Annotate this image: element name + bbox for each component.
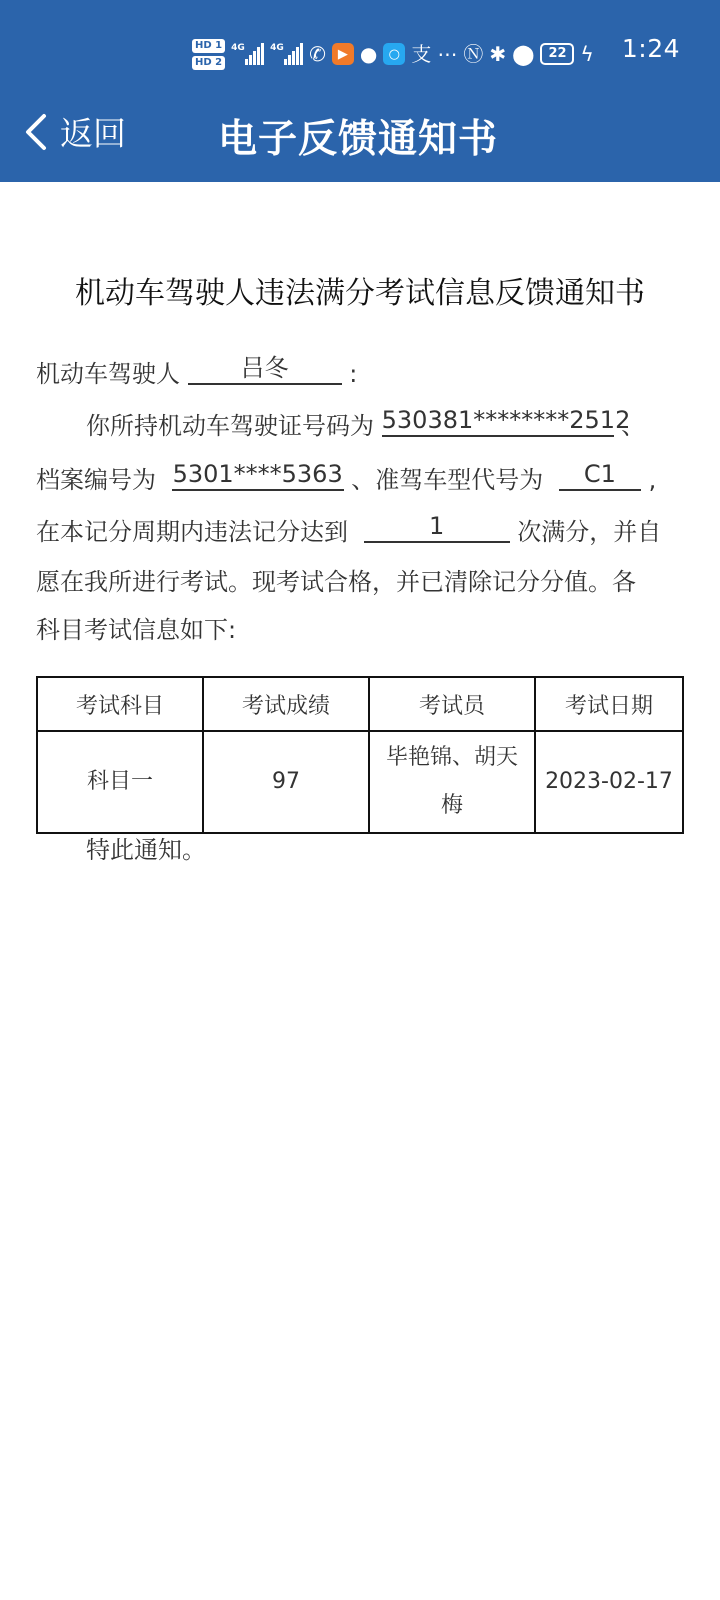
status-bar [0,28,720,80]
cell-subject: 科目一 [37,731,203,833]
video-app-icon: ▶ [332,43,354,65]
body-line-6: 科目考试信息如下: [36,616,237,644]
header-examiner: 考试员 [369,677,535,731]
hd1-badge: HD 1 [192,39,225,53]
file-number-field: 5301****5363 [172,459,344,491]
document-title: 机动车驾驶人违法满分考试信息反馈通知书 [75,276,645,311]
cell-examiners: 毕艳锦、胡天 梅 [369,731,535,833]
battery-icon: 22 [540,43,574,65]
license-number-field: 530381********2512 [382,405,614,437]
signal-icon: 4G [231,43,264,65]
message-icon: ● [359,42,378,66]
call-icon: ✆ [309,42,326,66]
file-line: 档案编号为 5301****5363 、准驾车型代号为 C1 , [36,460,657,494]
alipay-icon: 支 [411,42,432,66]
cell-date: 2023-02-17 [535,731,683,833]
points-line: 在本记分周期内违法记分达到 1 次满分，并自 [36,512,662,546]
exam-info-table [36,676,684,834]
table-header-row [37,677,683,731]
full-count-field: 1 [364,511,510,543]
back-label: 返回 [60,114,126,153]
app-header [0,0,720,182]
back-button[interactable] [24,108,126,155]
header-score: 考试成绩 [203,677,369,731]
vehicle-class-field: C1 [559,459,641,491]
body-line-5: 愿在我所进行考试。现考试合格，并已清除记分分值。各 [36,568,636,596]
page-title: 电子反馈通知书 [218,117,499,162]
table-row [37,731,683,833]
bluetooth-icon: ✱ [489,42,507,66]
driver-name-field: 吕冬 [188,353,342,385]
dual-sim-indicator [192,39,225,70]
header-subject: 考试科目 [37,677,203,731]
signal-icon-2: 4G [270,43,303,65]
status-time: 1:24 [621,34,680,63]
nfc-icon: Ⓝ [463,42,484,66]
header-date: 考试日期 [535,677,683,731]
cell-score: 97 [203,731,369,833]
search-app-icon: ○ [383,43,405,65]
more-icon: ⋯ [437,42,458,66]
license-line: 你所持机动车驾驶证号码为 530381********2512 、 [86,406,646,440]
chevron-left-icon [24,112,48,152]
location-icon: ⬤ [512,42,535,66]
charging-icon: ϟ [580,42,594,66]
closing-text: 特此通知。 [86,836,206,864]
addressee-line: 机动车驾驶人 吕冬 : [36,354,358,388]
hd2-badge: HD 2 [192,56,225,70]
